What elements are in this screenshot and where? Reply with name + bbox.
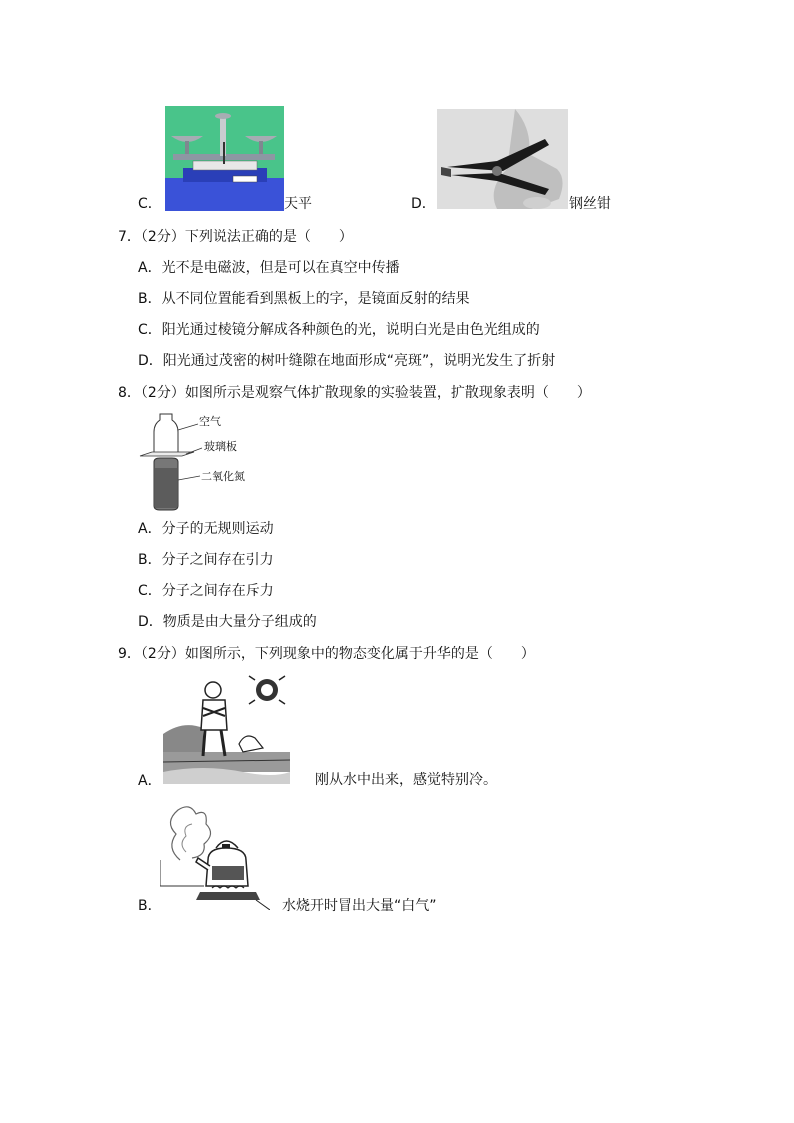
question-9-option-a-letter: A．: [138, 773, 162, 789]
question-8-stem: 8．（2分）如图所示是观察气体扩散现象的实验装置，扩散现象表明（ ）: [118, 385, 591, 401]
question-8-option-d: D．物质是由大量分子组成的: [138, 614, 317, 630]
question-7-stem: 7．（2分）下列说法正确的是（ ）: [118, 229, 353, 245]
swimmer-out-of-water-image: [163, 672, 290, 784]
question-7-option-b: B．从不同位置能看到黑板上的字，是镜面反射的结果: [138, 291, 470, 307]
balance-scale-image: [165, 106, 284, 211]
question-9-option-a-caption: 刚从水中出来，感觉特别冷。: [315, 772, 497, 788]
question-9-option-b-letter: B．: [138, 898, 162, 914]
question-8-option-b: B．分子之间存在引力: [138, 552, 274, 568]
question-7-option-a: A．光不是电磁波，但是可以在真空中传播: [138, 260, 400, 276]
option-d-caption: 钢丝钳: [569, 196, 611, 212]
question-7-option-d: D．阳光通过茂密的树叶缝隙在地面形成“亮斑”，说明光发生了折射: [138, 353, 556, 369]
option-c-letter: C．: [138, 196, 162, 212]
question-9-option-b-caption: 水烧开时冒出大量“白气”: [282, 898, 437, 914]
pliers-image: [437, 109, 568, 209]
question-9-stem: 9．（2分）如图所示，下列现象中的物态变化属于升华的是（ ）: [118, 646, 535, 662]
question-8-option-a: A．分子的无规则运动: [138, 521, 274, 537]
boiling-kettle-image: [160, 800, 270, 910]
figure-label-nitrogen-dioxide: 二氧化氮: [201, 470, 245, 483]
figure-label-glass-plate: 玻璃板: [204, 440, 237, 453]
option-d-letter: D．: [411, 196, 436, 212]
question-7-option-c: C．阳光通过棱镜分解成各种颜色的光，说明白光是由色光组成的: [138, 322, 540, 338]
figure-label-air: 空气: [199, 415, 221, 428]
option-c-caption: 天平: [284, 196, 312, 212]
question-8-option-c: C．分子之间存在斥力: [138, 583, 274, 599]
gas-diffusion-apparatus: [138, 412, 253, 512]
